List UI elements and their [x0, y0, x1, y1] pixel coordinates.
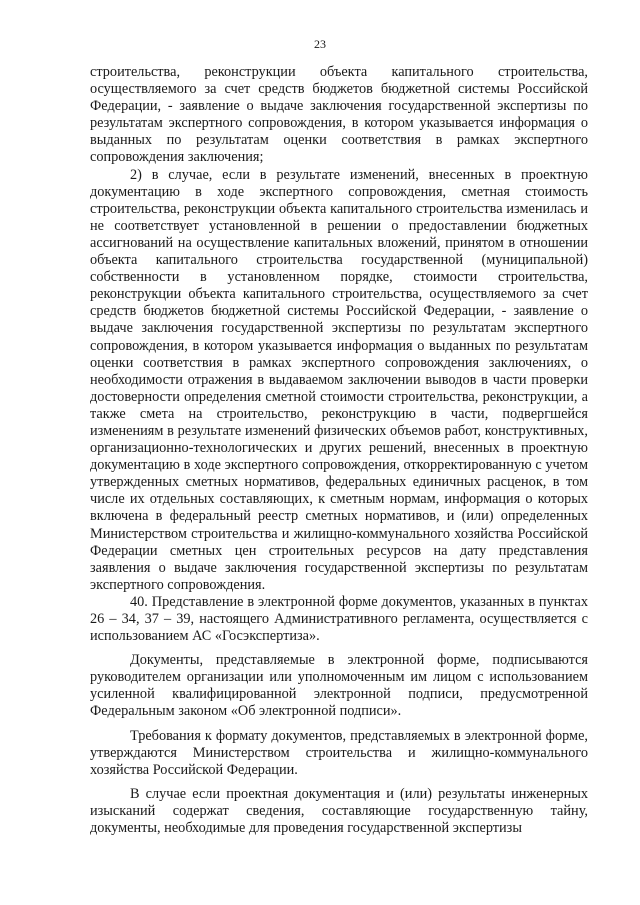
document-body [90, 64, 588, 837]
paragraph-state-secret: В случае если проектная документация и (или) результаты инженерных изысканий содержат сведения, составляющие государственную тайну, документы, необходимые для проведения государственной экспертизы [90, 785, 588, 837]
paragraph-continuation: строительства, реконструкции объекта капитального строительства, осуществляемого за счет средств бюджетов бюджетной системы Российской Федерации, - заявление о выдаче заключения государственной экспертизы по результатам экспертного сопровождения, в котором указывается информация о выданных по результатам оценки соответствия в рамках экспертного сопровождения заключения; [90, 64, 588, 166]
page-number: 23 [314, 37, 326, 51]
paragraph-electronic-signature: Документы, представляемые в электронной форме, подписываются руководителем организации или уполномоченным им лицом с использованием усиленной квалифицированной электронной подписи, предусмотренной Федеральным законом «Об электронной подписи». [90, 652, 588, 720]
paragraph-gap [90, 779, 588, 786]
paragraph-clause-40: 40. Представление в электронной форме документов, указанных в пунктах 26 – 34, 37 – 39, настоящего Административного регламента, осуществляется с использованием АС «Госэкспертиза». [90, 593, 588, 645]
paragraph-format-requirements: Требования к формату документов, представляемых в электронной форме, утверждаются Министерством строительства и жилищно-коммунального хозяйства Российской Федерации. [90, 727, 588, 778]
paragraph-gap [90, 721, 588, 728]
paragraph-item-2: 2) в случае, если в результате изменений, внесенных в проектную документацию в ходе экспертного сопровождения, сметная стоимость строительства, реконструкции объекта капитального строительства изменилась и не соответствует установленной в решении о предоставлении бюджетных ассигнований на осуществление капитальных вложений, принятом в отношении объекта капитального строительства государственной (муниципальной) собственности в установленном порядке, стоимости строительства, реконструкции объекта капитального строительства, осуществляемого за счет средств бюджетов бюджетной системы Российской Федерации, - заявление о выдаче заключения государственной экспертизы по результатам экспертного сопровождения, в котором указывается информация о выданных по результатам оценки соответствия в рамках экспертного сопровождения заключениях, о необходимости отражения в выдаваемом заключении выводов в части проверки достоверности определения сметной стоимости строительства, реконструкции, а также смета на строительство, реконструкцию в части, подвергшейся изменениям в результате изменений физических объемов работ, конструктивных, организационно-технологических и других решений, внесенных в проектную документацию в ходе экспертного сопровождения, откорректированную с учетом утвержденных сметных нормативов, федеральных единичных расценок, в том числе их отдельных составляющих, к сметным нормам, информация о которых включена в федеральный реестр сметных нормативов, и (или) определенных Министерством строительства и жилищно-коммунального хозяйства Российской Федерации сметных цен строительных ресурсов на дату представления заявления о выдаче заключения государственной экспертизы по результатам экспертного сопровождения. [90, 166, 588, 593]
paragraph-gap [90, 645, 588, 652]
